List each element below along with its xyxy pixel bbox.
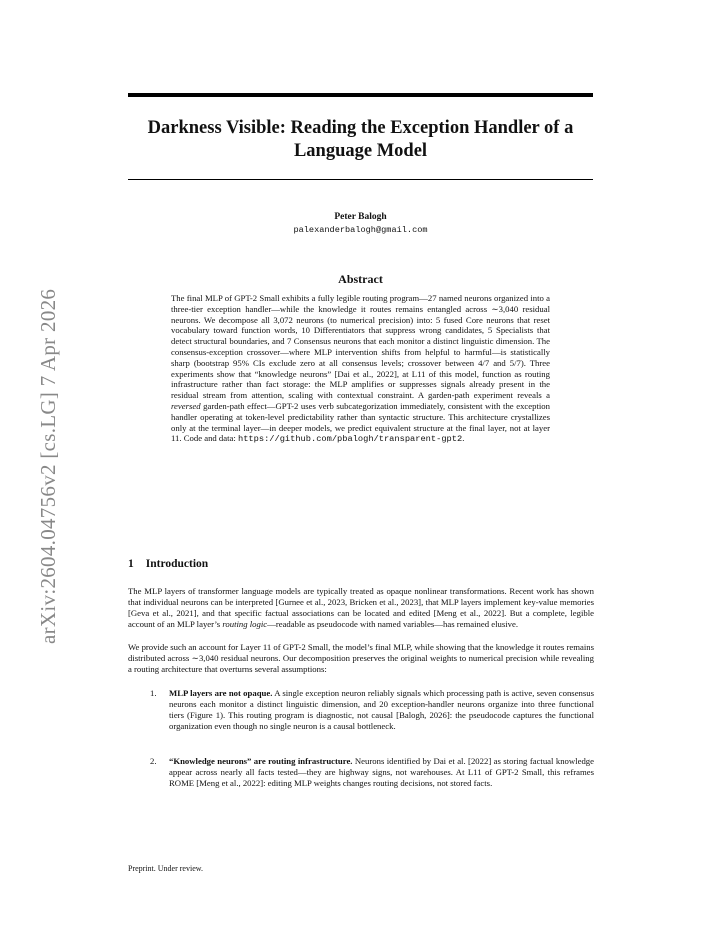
section-number: 1: [128, 558, 134, 570]
title-bottom-rule: [128, 179, 593, 180]
list-item-bold: MLP layers are not opaque.: [169, 688, 273, 698]
paper-title: Darkness Visible: Reading the Exception Handler of a Language Model: [147, 118, 574, 161]
intro-paragraph-2: We provide such an account for Layer 11 of GPT-2 Small, the model’s final MLP, while showing that the knowledge it routes remains distributed across ∼3,040 residual neurons. Our decomposition preserves the original weights to numerical precision while revealing a routing architecture that overturns several assumptions:: [128, 642, 594, 674]
list-item: [150, 756, 594, 789]
intro-paragraph-1: [128, 586, 594, 630]
author-email: palexanderbalogh@gmail.com: [293, 225, 428, 235]
arxiv-identifier: arXiv:2604.04756v2 [cs.LG] 7 Apr 2026: [36, 288, 60, 644]
abstract-body: [171, 293, 550, 445]
list-item-bold: “Knowledge neurons” are routing infrastructure.: [169, 756, 353, 766]
section-title: Introduction: [145, 558, 209, 570]
list-marker: 2.: [150, 756, 157, 766]
para1-italic: routing logic: [222, 618, 268, 629]
list-item-text: Neurons identified by Dai et al. [2022] as storing factual knowledge appear across nearly all facts tested—they are highway signs, not warehouses. At L11 of GPT-2 Small, this reframes ROME [Meng et al., 2022]: editing MLP weights changes routing decisions, not stored facts.: [169, 756, 594, 788]
title-top-rule: [128, 93, 593, 97]
code-url-link[interactable]: https://github.com/pbalogh/transparent-gpt2: [238, 434, 463, 445]
list-item-text: A single exception neuron reliably signals which processing path is active, seven consensus neurons each monitor a distinct linguistic dimension, and 20 exception-handler neurons organize into three functional tiers (Figure 1). This routing program is diagnostic, not causal [Balogh, 2026]: the pseudocode captures the functional organization even though no single neuron is a causal bottleneck.: [169, 688, 594, 731]
abstract-text-2: garden-path effect—GPT-2 uses verb subcategorization immediately, consistent with the exception handler operating at token-level predictability rather than syntactic structure. This architecture crystallizes only at the terminal layer—in deeper models, we predict equivalent structure at the final layer, not at layer 11. Code and data:: [171, 400, 550, 444]
abstract-heading: Abstract: [338, 272, 383, 286]
para1-text: The MLP layers of transformer language models are typically treated as opaque nonlinear transformations. Recent work has shown that individual neurons can be interpreted [Gurnee et al., 2023, Bricken et al., 2023], that MLP layers implement key-value memories [Geva et al., 2021], and that specific factual associations can be located and edited [Meng et al., 2022]. But a complete, legible account of an MLP layer’s: [128, 586, 594, 629]
abstract-italic: reversed: [171, 400, 201, 411]
list-item: [150, 688, 594, 732]
author-name: Peter Balogh: [334, 212, 387, 222]
para1-text-2: —readable as pseudocode with named variables—has remained elusive.: [267, 618, 519, 629]
abstract-end: .: [462, 433, 465, 444]
abstract-text: The final MLP of GPT-2 Small exhibits a fully legible routing program—27 named neurons organized into a three-tier exception handler—while the knowledge it routes remains entangled across ∼3,040 residual neurons. We decompose all 3,072 neurons (to numerical precision) into: 5 fused Core neurons that reset vocabulary toward function words, 10 Differentiators that suppress wrong candidates, 5 Specialists that detect structural boundaries, and 7 Consensus neurons that each monitor a distinct linguistic dimension. The consensus-exception crossover—where MLP intervention shifts from helpful to harmful—is statistically sharp (bootstrap 95% CIs exclude zero at all consensus levels; crossover between 4/7 and 5/7). Three experiments show that “knowledge neurons” [Dai et al., 2022], at L11 of this model, function as routing infrastructure rather than fact storage: the MLP amplifies or suppresses signals already present in the residual stream from attention, scaling with contextual constraint. A garden-path experiment reveals a: [171, 293, 550, 401]
section-heading: [128, 558, 208, 570]
footer-note: Preprint. Under review.: [128, 864, 204, 873]
list-marker: 1.: [150, 688, 157, 698]
